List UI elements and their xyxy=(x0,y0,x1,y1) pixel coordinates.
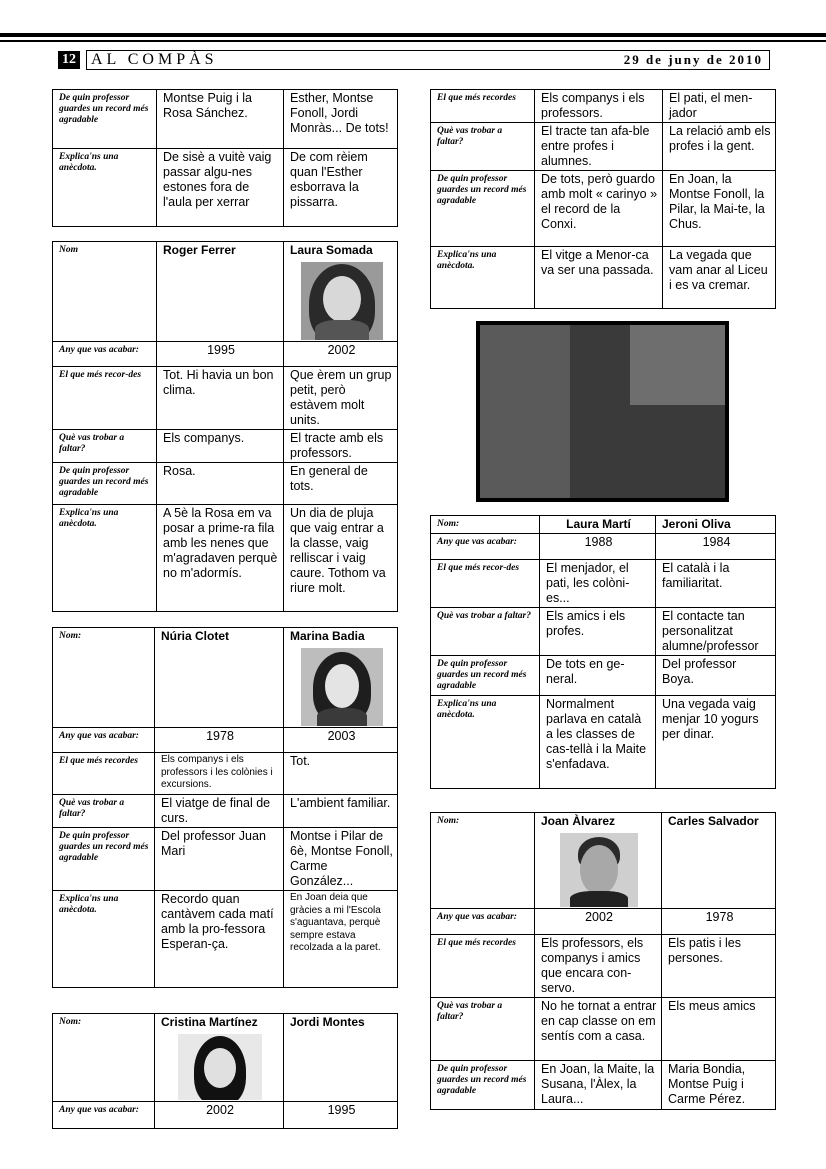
header-rule-thin xyxy=(0,40,826,42)
label-nom: Nom xyxy=(53,242,157,342)
answer-any-1: 1988 xyxy=(540,534,656,560)
label-faltar: Què vas trobar a faltar? xyxy=(431,608,540,656)
label-recordes: El que més recor-des xyxy=(53,367,157,430)
label-nom: Nom: xyxy=(431,516,540,534)
interview-table-2 xyxy=(52,241,398,612)
person-name-2: Jeroni Oliva xyxy=(656,516,776,534)
answer-anecdota-2: Una vegada vaig menjar 10 yogurs per dinar. xyxy=(656,696,776,789)
answer-any-2: 2002 xyxy=(284,342,398,367)
answer-recordes-2: Els patis i les persones. xyxy=(662,935,776,998)
person-cell-2 xyxy=(284,242,398,342)
answer-recordes-1: Els companys i els professors. xyxy=(535,90,663,123)
answer-any-2: 1978 xyxy=(662,909,776,935)
label-anecdota: Explica'ns una anècdota. xyxy=(53,505,157,612)
answer-any-2: 1995 xyxy=(284,1102,398,1129)
interview-table-3 xyxy=(52,627,398,988)
label-anecdota: Explica'ns una anècdota. xyxy=(431,696,540,789)
answer-professor-1: Rosa. xyxy=(157,463,284,505)
label-faltar: Què vas trobar a faltar? xyxy=(53,795,155,828)
label-anecdota: Explica'ns una anècdota. xyxy=(53,891,155,988)
label-recordes: El que més recordes xyxy=(431,90,535,123)
label-professor: De quin professor guardes un record més agradable xyxy=(431,171,535,247)
answer-professor-2: Maria Bondia, Montse Puig i Carme Pérez. xyxy=(662,1061,776,1110)
answer-faltar-1: No he tornat a entrar en cap classe on em sentís com a casa. xyxy=(535,998,662,1061)
label-any: Any que vas acabar: xyxy=(431,909,535,935)
label-professor: De quin professor guardes un record més agradable xyxy=(53,463,157,505)
answer-anecdota-1: De sisè a vuitè vaig passar algu-nes estones fora de l'aula per xerrar xyxy=(157,149,284,227)
portrait-photo xyxy=(560,833,638,907)
portrait-photo xyxy=(301,262,383,340)
label-anecdota: Explica'ns una anècdota. xyxy=(431,247,535,309)
answer-faltar-2: L'ambient familiar. xyxy=(284,795,398,828)
person-name-2: Marina Badia xyxy=(290,629,365,643)
label-any: Any que vas acabar: xyxy=(53,1102,155,1129)
label-anecdota: Explica'ns una anècdota. xyxy=(53,149,157,227)
answer-faltar-1: El viatge de final de curs. xyxy=(155,795,284,828)
answer-anecdota-1: Normalment parlava en català a les classes de cas-tellà i la Maite s'enfadava. xyxy=(540,696,656,789)
portrait-photo xyxy=(178,1034,262,1100)
label-faltar: Què vas trobar a faltar? xyxy=(431,998,535,1061)
answer-professor-1: Del professor Juan Mari xyxy=(155,828,284,891)
person-name-1: Núria Clotet xyxy=(155,628,284,728)
header-box xyxy=(86,50,770,70)
person-name-2: Jordi Montes xyxy=(284,1014,398,1102)
answer-anecdota-1: A 5è la Rosa em va posar a prime-ra fila amb les nenes que m'agradaven perquè no m'adormís. xyxy=(157,505,284,612)
page-header xyxy=(58,50,770,70)
answer-faltar-1: El tracte tan afa-ble entre profes i alumnes. xyxy=(535,123,663,171)
label-nom: Nom: xyxy=(431,813,535,909)
answer-any-1: 1995 xyxy=(157,342,284,367)
answer-anecdota-2: Un dia de pluja que vaig entrar a la classe, vaig relliscar i vaig caure. Tothom va riure molt. xyxy=(284,505,398,612)
label-nom: Nom: xyxy=(53,628,155,728)
label-professor: De quin professor guardes un record més agradable xyxy=(431,656,540,696)
answer-recordes-1: Els professors, els companys i amics que encara con-servo. xyxy=(535,935,662,998)
person-name-1: Cristina Martínez xyxy=(161,1015,258,1029)
answer-professor-2: En Joan, la Montse Fonoll, la Pilar, la Mai-te, la Chus. xyxy=(663,171,776,247)
answer-any-1: 1978 xyxy=(155,728,284,753)
person-name-1: Joan Àlvarez xyxy=(541,814,616,828)
issue-date: 29 de juny de 2010 xyxy=(623,52,763,67)
publication-title: AL COMPÀS xyxy=(91,51,218,68)
person-name-2: Laura Somada xyxy=(290,243,373,257)
answer-professor-2: Esther, Montse Fonoll, Jordi Monràs... De tots! xyxy=(284,90,398,149)
answer-faltar-2: La relació amb els profes i la gent. xyxy=(663,123,776,171)
answer-anecdota-1: Recordo quan cantàvem cada matí amb la pro-fessora Esperan-ça. xyxy=(155,891,284,988)
label-professor: De quin professor guardes un record més agradable xyxy=(53,90,157,149)
answer-professor-1: De tots, però guardo amb molt « carinyo » el record de la Conxi. xyxy=(535,171,663,247)
answer-faltar-1: Els amics i els profes. xyxy=(540,608,656,656)
label-professor: De quin professor guardes un record més agradable xyxy=(431,1061,535,1110)
answer-professor-1: De tots en ge-neral. xyxy=(540,656,656,696)
answer-anecdota-2: De com rèiem quan l'Esther esborrava la pissarra. xyxy=(284,149,398,227)
label-recordes: El que més recor-des xyxy=(431,560,540,608)
group-photo xyxy=(476,321,729,502)
answer-anecdota-2: En Joan deia que gràcies a mi l'Escola s'aguantava, perquè sempre estava recolzada a la paret. xyxy=(284,891,398,988)
interview-table-1 xyxy=(52,89,398,227)
person-name-1: Laura Martí xyxy=(540,516,656,534)
person-name-1: Roger Ferrer xyxy=(157,242,284,342)
answer-recordes-1: Els companys i els professors i les colònies i excursions. xyxy=(155,753,284,795)
answer-faltar-2: Els meus amics xyxy=(662,998,776,1061)
interview-table-4 xyxy=(52,1013,398,1129)
answer-recordes-2: El pati, el men-jador xyxy=(663,90,776,123)
label-any: Any que vas acabar: xyxy=(53,728,155,753)
answer-any-2: 1984 xyxy=(656,534,776,560)
label-any: Any que vas acabar: xyxy=(431,534,540,560)
answer-faltar-2: El tracte amb els professors. xyxy=(284,430,398,463)
answer-anecdota-2: La vegada que vam anar al Liceu i es va cremar. xyxy=(663,247,776,309)
answer-anecdota-1: El vitge a Menor-ca va ser una passada. xyxy=(535,247,663,309)
answer-professor-2: Montse i Pilar de 6è, Montse Fonoll, Carme González... xyxy=(284,828,398,891)
person-cell-1 xyxy=(155,1014,284,1102)
label-faltar: Què vas trobar a faltar? xyxy=(431,123,535,171)
answer-faltar-2: El contacte tan personalitzat alumne/professor xyxy=(656,608,776,656)
label-recordes: El que més recordes xyxy=(431,935,535,998)
answer-any-2: 2003 xyxy=(284,728,398,753)
interview-table-7 xyxy=(430,812,776,1110)
page-number: 12 xyxy=(58,51,80,69)
answer-recordes-1: El menjador, el pati, les colòni-es... xyxy=(540,560,656,608)
answer-professor-1: En Joan, la Maite, la Susana, l'Àlex, la Laura... xyxy=(535,1061,662,1110)
answer-faltar-1: Els companys. xyxy=(157,430,284,463)
person-cell-1 xyxy=(535,813,662,909)
label-recordes: El que més recordes xyxy=(53,753,155,795)
answer-recordes-1: Tot. Hi havia un bon clima. xyxy=(157,367,284,430)
answer-recordes-2: El català i la familiaritat. xyxy=(656,560,776,608)
answer-professor-2: Del professor Boya. xyxy=(656,656,776,696)
person-name-2: Carles Salvador xyxy=(662,813,776,909)
person-cell-2 xyxy=(284,628,398,728)
interview-table-5 xyxy=(430,89,776,309)
label-faltar: Què vas trobar a faltar? xyxy=(53,430,157,463)
portrait-photo xyxy=(301,648,383,726)
answer-professor-1: Montse Puig i la Rosa Sánchez. xyxy=(157,90,284,149)
answer-any-1: 2002 xyxy=(155,1102,284,1129)
answer-any-1: 2002 xyxy=(535,909,662,935)
header-rule-thick xyxy=(0,33,826,37)
answer-recordes-2: Que èrem un grup petit, però estàvem molt units. xyxy=(284,367,398,430)
label-nom: Nom: xyxy=(53,1014,155,1102)
interview-table-6 xyxy=(430,515,776,789)
label-professor: De quin professor guardes un record més agradable xyxy=(53,828,155,891)
answer-recordes-2: Tot. xyxy=(284,753,398,795)
label-any: Any que vas acabar: xyxy=(53,342,157,367)
answer-professor-2: En general de tots. xyxy=(284,463,398,505)
